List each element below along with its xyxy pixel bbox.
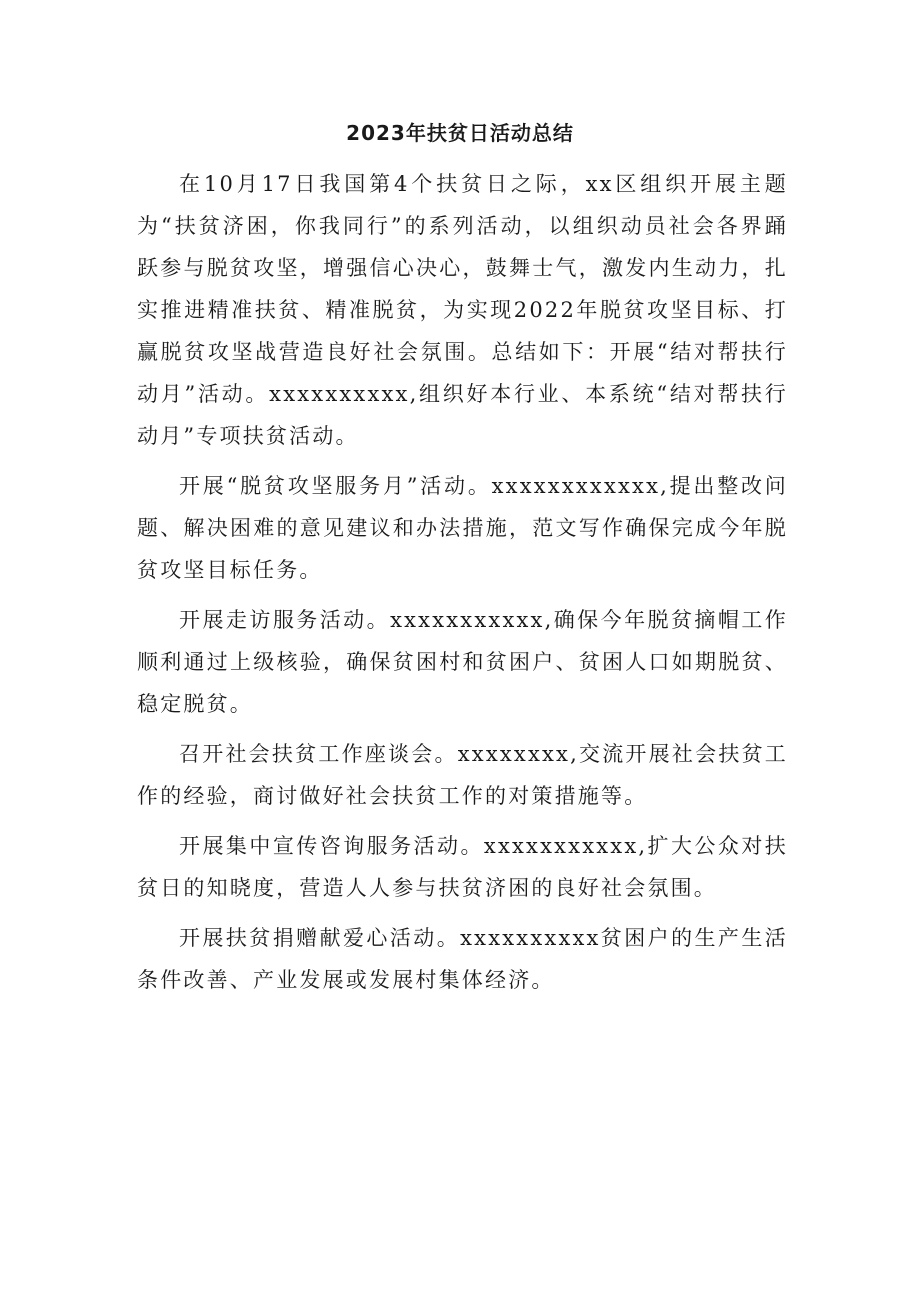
paragraph-service-month: 开展“脱贫攻坚服务月”活动。xxxxxxxxxxxx,提出整改问题、解决困难的意见建议和办法措施，范文写作确保完成今年脱贫攻坚目标任务。 xyxy=(137,474,788,582)
document-title: 2023年扶贫日活动总结 xyxy=(346,121,574,145)
paragraph-intro: 在10月17日我国第4个扶贫日之际，xx区组织开展主题为“扶贫济困，你我同行”的系列活动，以组织动员社会各界踊跃参与脱贫攻坚，增强信心决心，鼓舞士气，激发内生动力，扎实推进精准扶贫、精准脱贫，为实现2022年脱贫攻坚目标、打赢脱贫攻坚战营造良好社会氛围。总结如下：开展“结对帮扶行动月”活动。xxxxxxxxxx,组织好本行业、本系统“结对帮扶行动月”专项扶贫活动。 xyxy=(137,172,788,448)
paragraph-visit-service: 开展走访服务活动。xxxxxxxxxxx,确保今年脱贫摘帽工作顺利通过上级核验，确保贫困村和贫困户、贫困人口如期脱贫、稳定脱贫。 xyxy=(137,608,788,716)
paragraph-donation: 开展扶贫捐赠献爱心活动。xxxxxxxxxx贫困户的生产生活条件改善、产业发展或发展村集体经济。 xyxy=(137,926,788,992)
paragraph-publicity: 开展集中宣传咨询服务活动。xxxxxxxxxxx,扩大公众对扶贫日的知晓度，营造人人参与扶贫济困的良好社会氛围。 xyxy=(137,834,788,900)
paragraph-symposium: 召开社会扶贫工作座谈会。xxxxxxxx,交流开展社会扶贫工作的经验，商讨做好社会扶贫工作的对策措施等。 xyxy=(137,742,788,808)
document-body xyxy=(137,163,788,1001)
